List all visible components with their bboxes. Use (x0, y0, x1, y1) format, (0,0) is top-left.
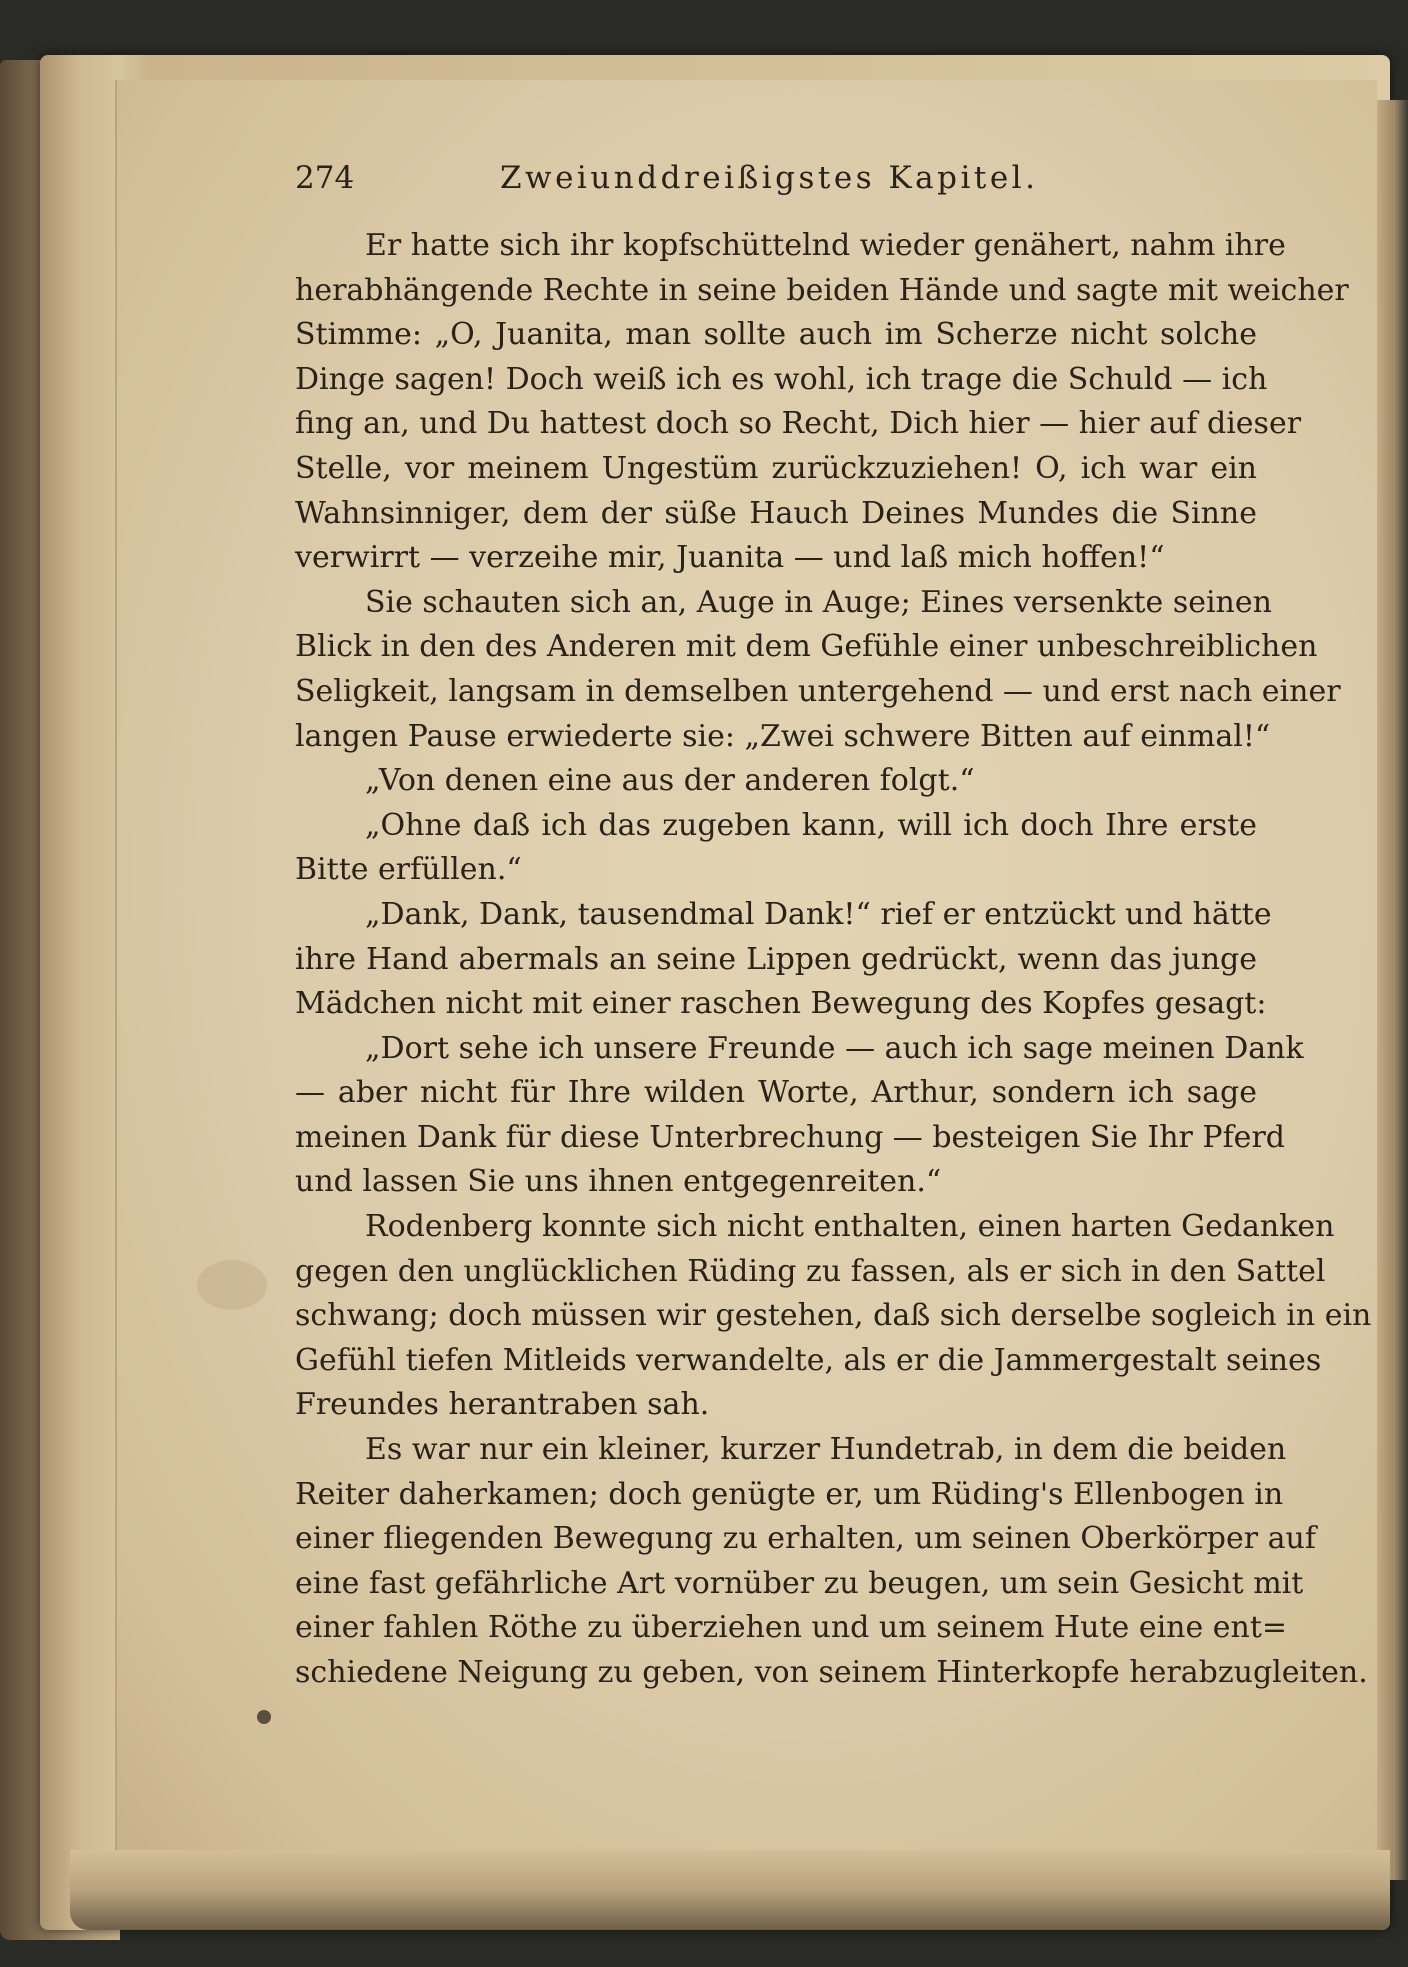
text-line: einer fliegenden Bewegung zu erhalten, um seinen Oberkörper auf (295, 1521, 1316, 1557)
text-line: „Ohne daß ich das zugeben kann, will ich doch Ihre erste (365, 807, 1257, 843)
text-line: Gefühl tiefen Mitleids verwandelte, als er die Jammergestalt seines (295, 1342, 1322, 1378)
text-line: fing an, und Du hattest doch so Recht, Dich hier — hier auf dieser (295, 406, 1302, 442)
text-line: Stelle, vor meinem Ungestüm zurückzuziehen! O, ich war ein (295, 450, 1257, 486)
page-number: 274 (295, 160, 355, 196)
text-line: Bitte erfüllen.“ (295, 852, 522, 888)
text-line: Stimme: „O, Juanita, man sollte auch im Scherze nicht solche (295, 317, 1257, 353)
paper-stain (197, 1260, 267, 1310)
text-line: einer fahlen Röthe zu überziehen und um seinem Hute eine ent= (295, 1610, 1288, 1646)
text-line: Es war nur ein kleiner, kurzer Hundetrab, in dem die beiden (365, 1432, 1287, 1468)
text-line: und lassen Sie uns ihnen entgegenreiten.“ (295, 1164, 942, 1200)
text-line: langen Pause erwiederte sie: „Zwei schwere Bitten auf einmal!“ (295, 718, 1271, 754)
text-line: Sie schauten sich an, Auge in Auge; Eines versenkte seinen (365, 584, 1272, 620)
text-line: Mädchen nicht mit einer raschen Bewegung des Kopfes gesagt: (295, 986, 1267, 1022)
text-line: Dinge sagen! Doch weiß ich es wohl, ich trage die Schuld — ich (295, 361, 1268, 397)
page-header (295, 160, 1257, 204)
text-line: — aber nicht für Ihre wilden Worte, Arthur, sondern ich sage (295, 1075, 1257, 1111)
page-right-edge (1375, 100, 1408, 1880)
ink-spot (257, 1710, 271, 1724)
text-line: Reiter daherkamen; doch genügte er, um Rüding's Ellenbogen in (295, 1476, 1284, 1512)
text-line: „Dank, Dank, tausendmal Dank!“ rief er entzückt und hätte (365, 896, 1272, 932)
text-line: eine fast gefährliche Art vornüber zu beugen, um sein Gesicht mit (295, 1565, 1304, 1601)
text-line: Blick in den des Anderen mit dem Gefühle einer unbeschreiblichen (295, 629, 1318, 665)
text-line: „Von denen eine aus der anderen folgt.“ (365, 763, 975, 799)
text-line: verwirrt — verzeihe mir, Juanita — und laß mich hoffen!“ (295, 540, 1165, 576)
page-bottom-edge (70, 1850, 1390, 1930)
text-line: Rodenberg konnte sich nicht enthalten, einen harten Gedanken (365, 1209, 1335, 1245)
text-line: schiedene Neigung zu geben, von seinem Hinterkopfe herabzugleiten. (295, 1655, 1368, 1690)
text-line: herabhängende Rechte in seine beiden Hände und sagte mit weicher (295, 272, 1349, 308)
text-line: meinen Dank für diese Unterbrechung — besteigen Sie Ihr Pferd (295, 1119, 1285, 1155)
page-text-block (295, 160, 1372, 1696)
text-line: ihre Hand abermals an seine Lippen gedrückt, wenn das junge (295, 941, 1257, 977)
text-line: Freundes herantraben sah. (295, 1387, 710, 1423)
text-line: Wahnsinniger, dem der süße Hauch Deines Mundes die Sinne (295, 495, 1257, 531)
text-line: gegen den unglücklichen Rüding zu fassen, als er sich in den Sattel (295, 1253, 1326, 1289)
text-line: schwang; doch müssen wir gestehen, daß sich derselbe sogleich in ein (295, 1298, 1372, 1334)
text-line: Seligkeit, langsam in demselben untergehend — und erst nach einer (295, 673, 1341, 709)
running-head: Zweiunddreißigstes Kapitel. (500, 160, 1039, 196)
text-line: Er hatte sich ihr kopfschüttelnd wieder genähert, nahm ihre (365, 228, 1286, 263)
text-line: „Dort sehe ich unsere Freunde — auch ich sage meinen Dank (365, 1030, 1304, 1066)
